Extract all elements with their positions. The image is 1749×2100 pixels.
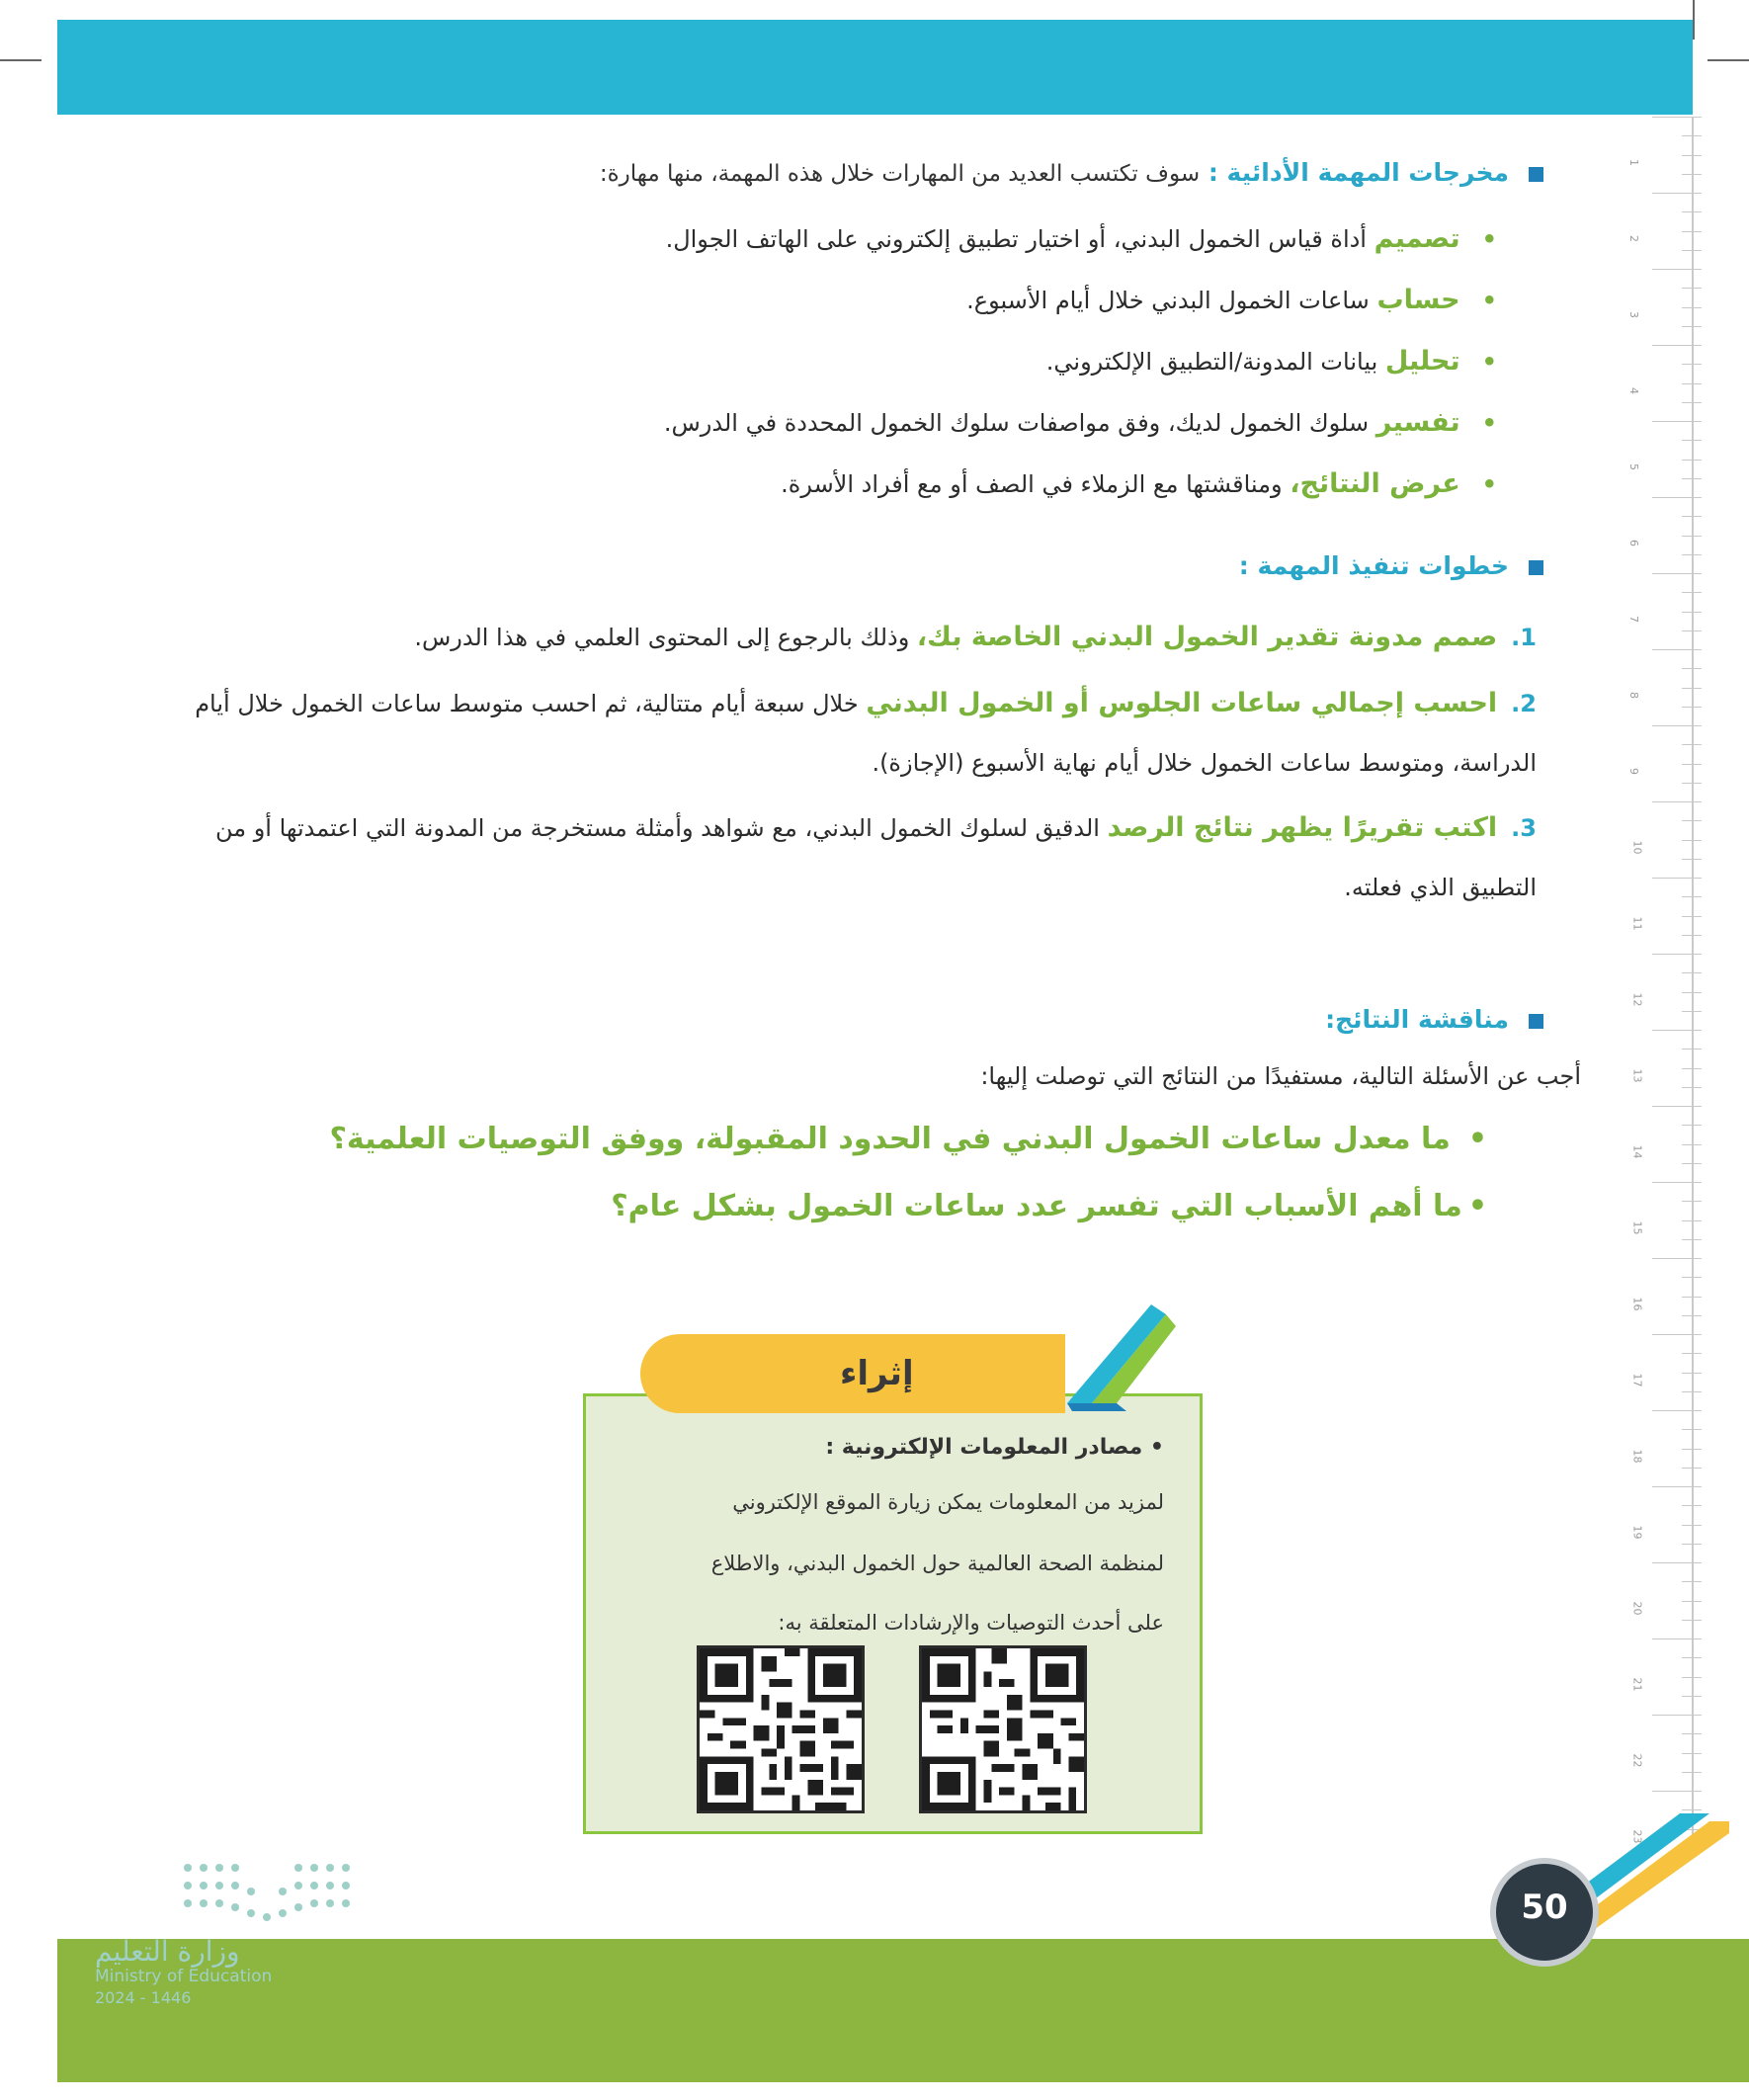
ruler-tick <box>1682 1087 1702 1088</box>
ruler-tick <box>1682 1696 1702 1697</box>
list-item <box>664 407 1497 438</box>
ruler-tick <box>1682 250 1702 251</box>
crop-mark <box>1693 0 1695 40</box>
bullet-icon: • <box>1481 225 1497 253</box>
ruler-tick <box>1682 1544 1702 1545</box>
ruler-number: 3 <box>1627 311 1640 318</box>
ruler-tick <box>1652 269 1702 270</box>
item-key: حساب <box>1376 285 1460 315</box>
item-text: ساعات الخمول البدني خلال أيام الأسبوع. <box>966 287 1370 314</box>
ruler-number: 19 <box>1630 1525 1644 1540</box>
ruler-tick <box>1682 630 1702 631</box>
ruler-tick <box>1682 972 1702 973</box>
ruler-tick <box>1652 801 1702 802</box>
enrichment-line: لمزيد من المعلومات يمكن زيارة الموقع الإلكتروني <box>732 1490 1164 1514</box>
square-bullet-icon <box>1529 1014 1543 1029</box>
ruler-tick <box>1682 135 1702 136</box>
ruler-tick <box>1682 211 1702 212</box>
bullet-icon: • <box>1481 470 1497 498</box>
ruler-tick <box>1652 649 1702 650</box>
top-banner <box>57 20 1693 115</box>
ruler-tick <box>1682 326 1702 327</box>
ruler-tick <box>1682 231 1702 232</box>
question-text: ما معدل ساعات الخمول البدني في الحدود المقبولة، ووفق التوصيات العلمية؟ <box>329 1122 1451 1156</box>
ruler-number: 5 <box>1627 463 1640 470</box>
ruler-tick <box>1682 688 1702 689</box>
step-number: 2. <box>1511 690 1537 717</box>
ruler-number: 22 <box>1630 1753 1644 1768</box>
step-text: خلال سبعة أيام متتالية، ثم احسب متوسط ساعات الخمول خلال أيام الدراسة، ومتوسط ساعات الخمول خلال أيام نهاية الأسبوع (الإجازة). <box>195 690 1537 777</box>
discussion-heading <box>1325 1005 1543 1034</box>
item-key: تحليل <box>1384 346 1460 377</box>
step-text: الدقيق لسلوك الخمول البدني، مع شواهد وأمثلة مستخرجة من المدونة التي اعتمدتها أو من التطبيق الذي فعلته. <box>214 814 1537 901</box>
ruler-tick <box>1682 612 1702 613</box>
ruler-tick <box>1652 117 1702 118</box>
ruler-tick <box>1682 1772 1702 1773</box>
ruler-tick <box>1682 1297 1702 1298</box>
ruler-number: 20 <box>1630 1601 1644 1616</box>
ruler-tick <box>1682 383 1702 384</box>
ruler-tick <box>1682 402 1702 403</box>
ruler-tick <box>1652 725 1702 726</box>
outputs-heading <box>600 158 1543 187</box>
list-item <box>666 223 1497 254</box>
step-item <box>163 674 1537 793</box>
ruler-tick <box>1682 1011 1702 1012</box>
item-text: ومناقشتها مع الزملاء في الصف أو مع أفراد الأسرة. <box>781 470 1283 498</box>
item-text: أداة قياس الخمول البدني، أو اختيار تطبيق إلكتروني على الهاتف الجوال. <box>665 225 1367 253</box>
ruler-tick <box>1652 954 1702 955</box>
item-key: تفسير <box>1375 407 1460 438</box>
ruler-tick <box>1682 707 1702 708</box>
bullet-icon: • <box>1481 409 1497 437</box>
ruler-tick <box>1682 174 1702 175</box>
ruler-number: 15 <box>1630 1220 1644 1235</box>
ruler-tick <box>1682 935 1702 936</box>
steps-title: خطوات تنفيذ المهمة : <box>1238 551 1509 580</box>
side-ruler <box>1627 117 1702 1856</box>
ruler-tick <box>1682 307 1702 308</box>
book-icon <box>1047 1295 1186 1413</box>
ruler-tick <box>1652 1562 1702 1563</box>
step-key: اكتب تقريرًا يظهر نتائج الرصد <box>1107 812 1498 843</box>
enrichment-line: على أحدث التوصيات والإرشادات المتعلقة به: <box>778 1611 1164 1635</box>
square-bullet-icon <box>1529 167 1543 182</box>
ministry-name-en: Ministry of Education <box>95 1967 273 1986</box>
discussion-intro: أجب عن الأسئلة التالية، مستفيدًا من النتائج التي توصلت إليها: <box>980 1062 1581 1090</box>
ruler-tick <box>1652 1715 1702 1716</box>
ruler-tick <box>1682 1733 1702 1734</box>
step-item <box>163 798 1537 917</box>
ruler-number: 8 <box>1627 692 1640 699</box>
ruler-tick <box>1682 1144 1702 1145</box>
ruler-tick <box>1682 1277 1702 1278</box>
ruler-tick <box>1682 1373 1702 1374</box>
discussion-title: مناقشة النتائج: <box>1325 1005 1509 1034</box>
step-number: 1. <box>1511 624 1537 651</box>
ruler-tick <box>1682 859 1702 860</box>
ruler-tick <box>1682 364 1702 365</box>
ruler-tick <box>1682 1809 1702 1810</box>
ruler-tick <box>1682 1068 1702 1069</box>
ruler-number: 23 <box>1630 1829 1644 1844</box>
ruler-tick <box>1682 592 1702 593</box>
ruler-number: 2 <box>1627 235 1640 242</box>
steps-heading <box>1239 551 1543 580</box>
ruler-tick <box>1682 1163 1702 1164</box>
ruler-tick <box>1652 878 1702 879</box>
ruler-number: 4 <box>1627 387 1640 394</box>
ruler-tick <box>1652 1258 1702 1259</box>
ruler-number: 7 <box>1627 616 1640 623</box>
bullet-icon: • <box>1467 1122 1487 1156</box>
ruler-number: 21 <box>1630 1677 1644 1692</box>
ruler-tick <box>1682 783 1702 784</box>
enrichment-line: لمنظمة الصحة العالمية حول الخمول البدني، والاطلاع <box>710 1552 1164 1575</box>
list-item <box>966 285 1497 315</box>
ruler-number: 6 <box>1627 540 1640 546</box>
ruler-tick <box>1652 573 1702 574</box>
step-key: صمم مدونة تقدير الخمول البدني الخاصة بك، <box>916 622 1498 652</box>
ruler-tick <box>1652 1410 1702 1411</box>
page-number: 50 <box>1521 1888 1568 1927</box>
ruler-tick <box>1682 1677 1702 1678</box>
ruler-number: 1 <box>1627 159 1640 166</box>
ruler-tick <box>1682 1620 1702 1621</box>
ruler-number: 10 <box>1630 840 1644 855</box>
ruler-tick <box>1682 1449 1702 1450</box>
ruler-tick <box>1682 744 1702 745</box>
bullet-icon: • <box>1467 1189 1487 1223</box>
list-item <box>781 468 1497 499</box>
ministry-logo-icon <box>178 1858 356 1927</box>
ruler-tick <box>1682 1391 1702 1392</box>
ruler-tick <box>1682 992 1702 993</box>
ministry-year: 2024 - 1446 <box>95 1988 192 2007</box>
bullet-icon: • <box>1481 348 1497 376</box>
item-text: بيانات المدونة/التطبيق الإلكتروني. <box>1045 348 1378 376</box>
question-text: ما أهم الأسباب التي تفسر عدد ساعات الخمول بشكل عام؟ <box>611 1189 1462 1223</box>
outputs-intro: سوف تكتسب العديد من المهارات خلال هذه المهمة، منها مهارة: <box>599 161 1201 187</box>
ruler-tick <box>1682 1429 1702 1430</box>
ruler-tick <box>1652 1486 1702 1487</box>
ruler-tick <box>1682 288 1702 289</box>
ruler-tick <box>1682 1201 1702 1202</box>
step-item <box>163 608 1537 667</box>
ruler-tick <box>1652 421 1702 422</box>
footer-band <box>57 1939 1749 2082</box>
ruler-tick <box>1682 1753 1702 1754</box>
ruler-tick <box>1682 1601 1702 1602</box>
ruler-tick <box>1682 896 1702 897</box>
ruler-tick <box>1682 1049 1702 1050</box>
ruler-number: 12 <box>1630 992 1644 1007</box>
qr-code-icon[interactable] <box>919 1645 1087 1813</box>
ruler-number: 13 <box>1630 1068 1644 1083</box>
ruler-number: 16 <box>1630 1297 1644 1311</box>
ruler-tick <box>1652 1638 1702 1639</box>
ruler-tick <box>1682 460 1702 461</box>
ruler-number: 14 <box>1630 1144 1644 1159</box>
qr-code-icon[interactable] <box>697 1645 865 1813</box>
crop-mark <box>1707 59 1749 61</box>
ruler-tick <box>1682 1525 1702 1526</box>
item-key: تصميم <box>1374 223 1460 254</box>
list-item <box>1046 346 1497 377</box>
ruler-tick <box>1682 840 1702 841</box>
ruler-tick <box>1682 916 1702 917</box>
square-bullet-icon <box>1529 560 1543 575</box>
ruler-tick <box>1682 1581 1702 1582</box>
ruler-tick <box>1682 155 1702 156</box>
crop-mark <box>0 59 42 61</box>
ruler-tick <box>1652 497 1702 498</box>
ruler-tick <box>1682 516 1702 517</box>
step-text: وذلك بالرجوع إلى المحتوى العلمي في هذا الدرس. <box>414 624 910 651</box>
ruler-tick <box>1652 1182 1702 1183</box>
ruler-tick <box>1682 1315 1702 1316</box>
ruler-number: 9 <box>1627 768 1640 775</box>
ruler-tick <box>1652 1106 1702 1107</box>
ministry-name-ar: وزارة التعليم <box>95 1935 240 1968</box>
step-key: احسب إجمالي ساعات الجلوس أو الخمول البدني <box>866 688 1498 718</box>
ruler-tick <box>1682 1239 1702 1240</box>
ruler-tick <box>1652 1334 1702 1335</box>
ruler-tick <box>1682 1505 1702 1506</box>
ruler-tick <box>1682 1657 1702 1658</box>
enrichment-tab-label: إثراء <box>840 1354 914 1393</box>
ruler-tick <box>1682 820 1702 821</box>
item-text: سلوك الخمول لديك، وفق مواصفات سلوك الخمول المحددة في الدرس. <box>663 409 1370 437</box>
ruler-number: 18 <box>1630 1449 1644 1464</box>
enrichment-heading: • مصادر المعلومات الإلكترونية : <box>825 1435 1164 1460</box>
ruler-tick <box>1682 554 1702 555</box>
ruler-tick <box>1682 1125 1702 1126</box>
bullet-icon: • <box>1481 287 1497 314</box>
item-key: عرض النتائج، <box>1290 468 1460 499</box>
ruler-tick <box>1652 193 1702 194</box>
ruler-tick <box>1682 1468 1702 1469</box>
ruler-number: 11 <box>1630 916 1644 931</box>
ruler-tick <box>1682 1220 1702 1221</box>
ruler-tick <box>1682 478 1702 479</box>
ruler-tick <box>1682 764 1702 765</box>
ruler-tick <box>1652 345 1702 346</box>
ruler-line <box>1692 117 1694 1856</box>
ruler-tick <box>1682 440 1702 441</box>
ruler-tick <box>1652 1030 1702 1031</box>
ruler-tick <box>1652 1791 1702 1792</box>
outputs-title: مخرجات المهمة الأدائية : <box>1208 158 1509 187</box>
ruler-tick <box>1682 668 1702 669</box>
question-item <box>611 1189 1487 1223</box>
ruler-tick <box>1682 1353 1702 1354</box>
ruler-number: 17 <box>1630 1373 1644 1387</box>
step-number: 3. <box>1511 814 1537 842</box>
ruler-tick <box>1682 536 1702 537</box>
question-item <box>330 1122 1487 1156</box>
